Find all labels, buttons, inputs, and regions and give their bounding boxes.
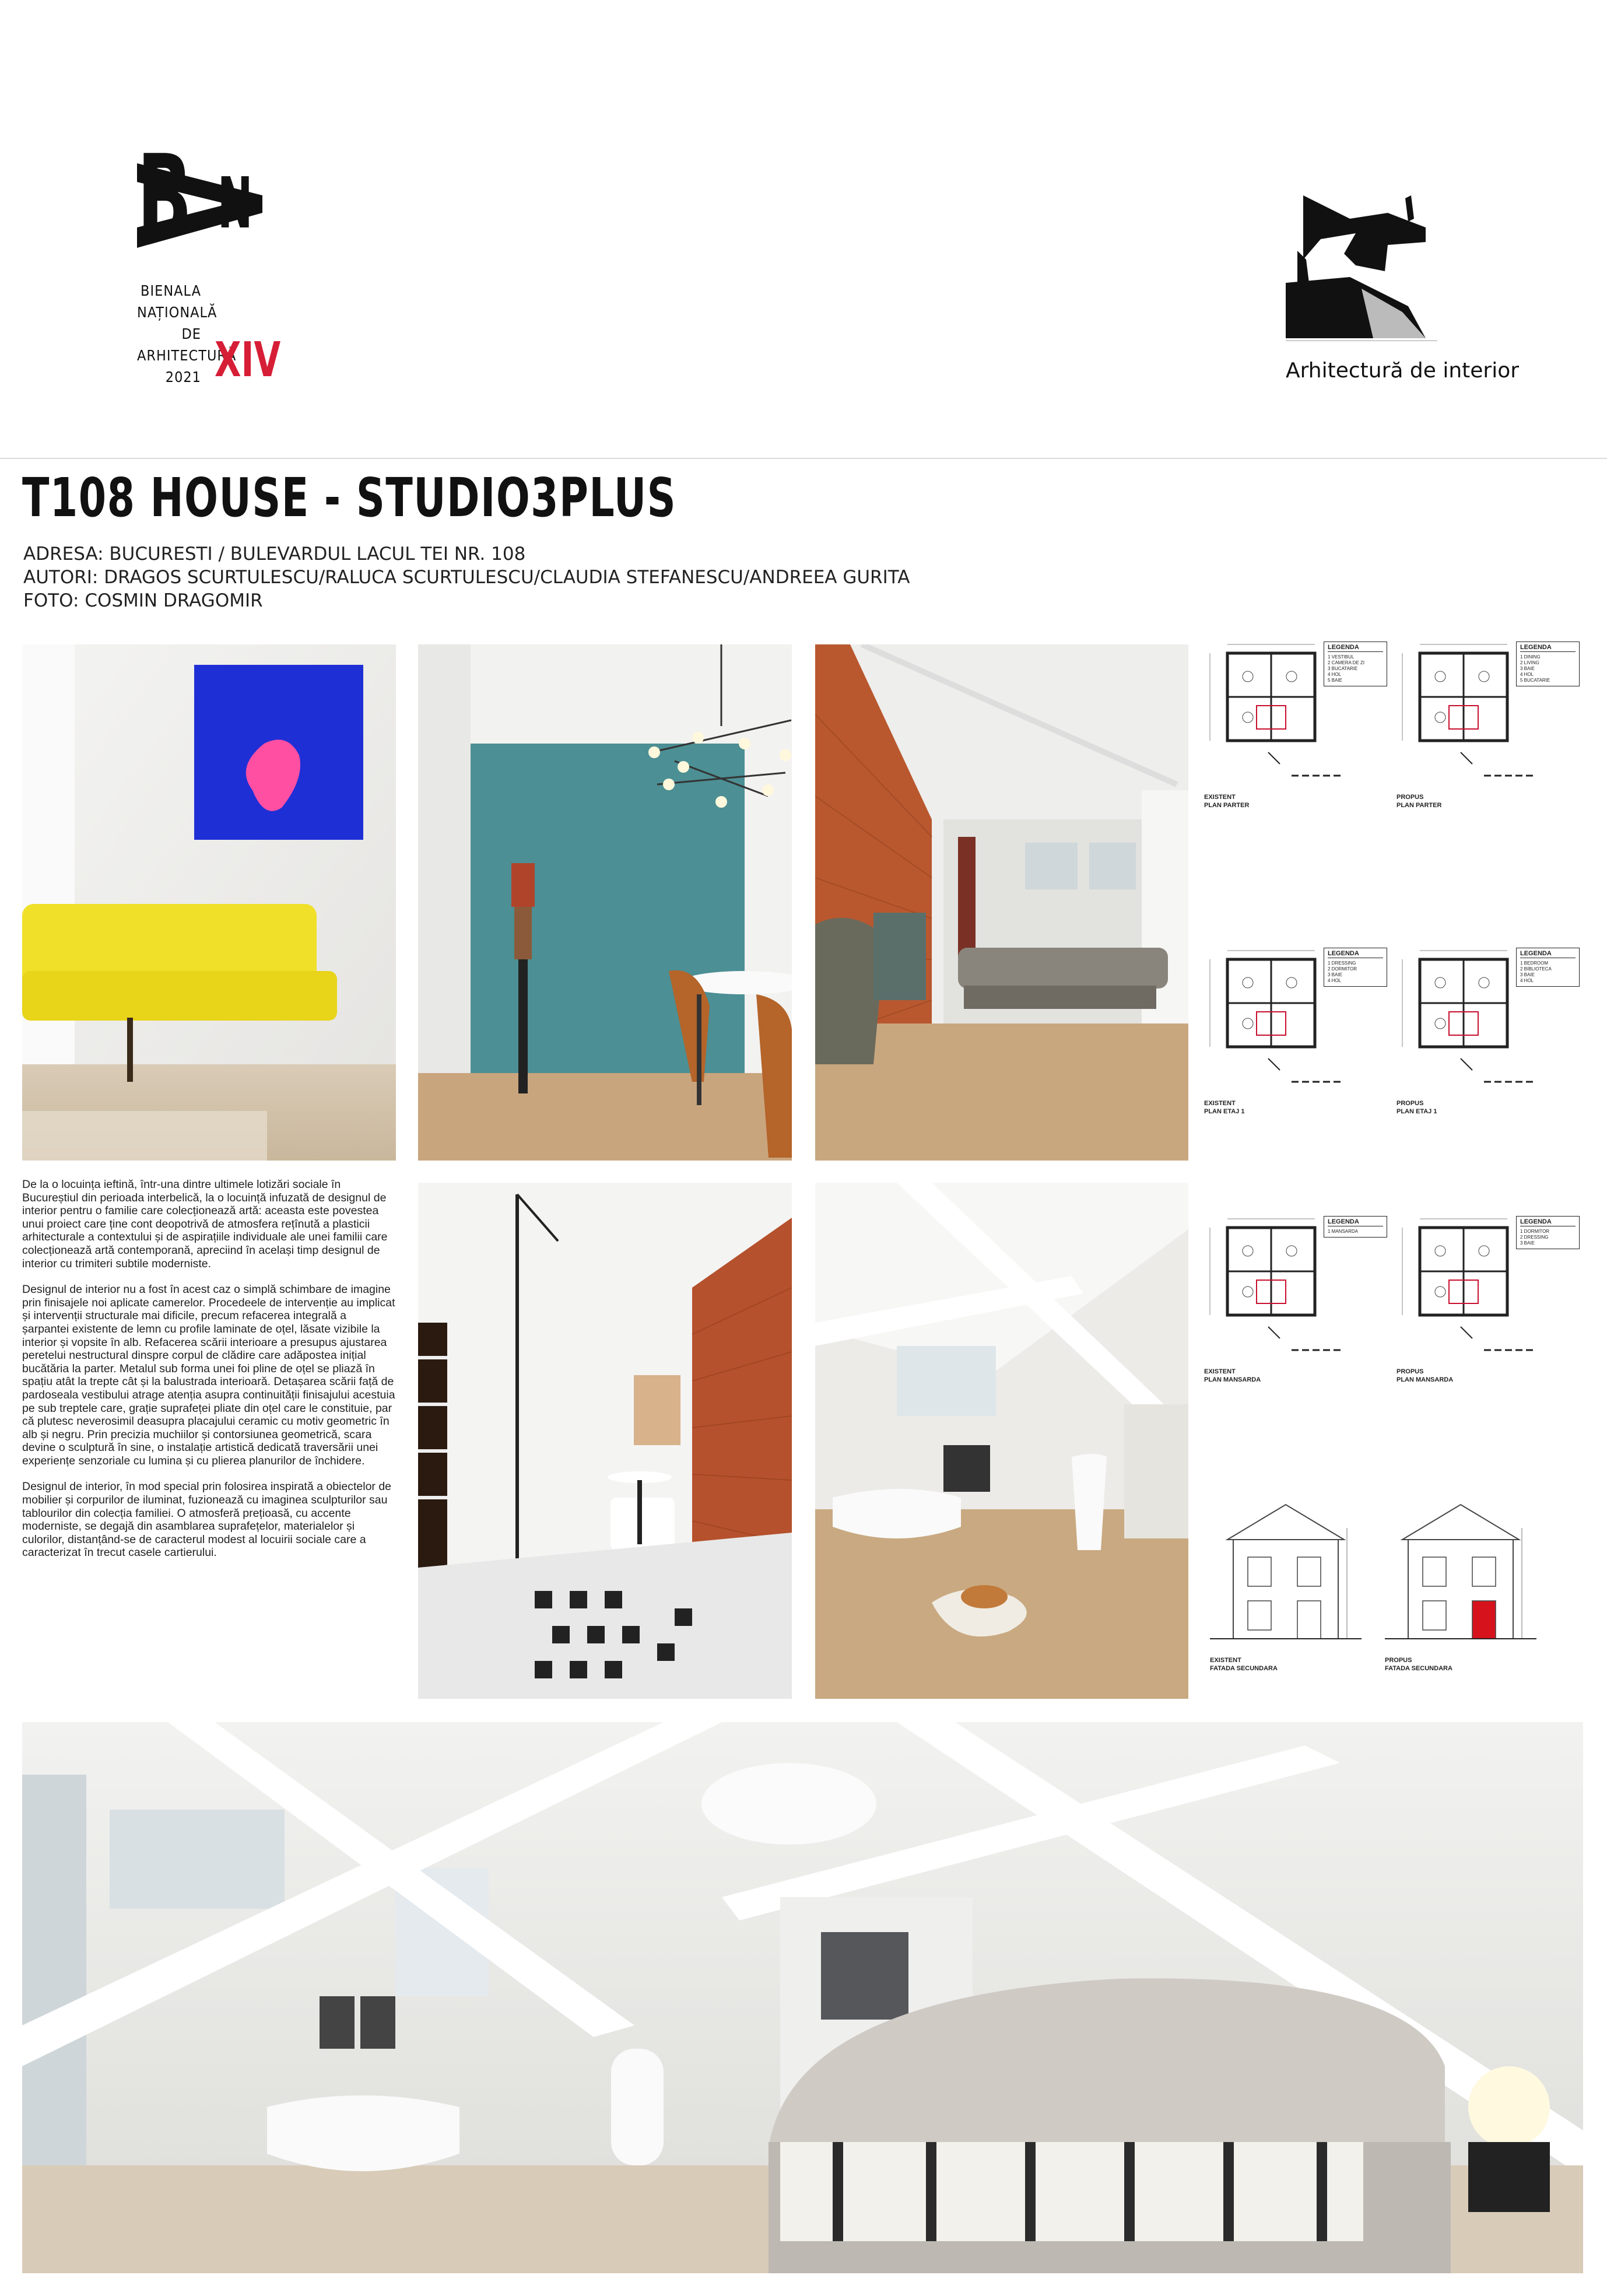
- plan-legend-item: 1 DINING: [1520, 654, 1541, 660]
- interior-architecture-emblem: [1286, 195, 1437, 341]
- page-title: T108 HOUSE - STUDIO3PLUS: [22, 467, 677, 529]
- plan-caption: [1204, 793, 1379, 809]
- bna-logo: [137, 130, 347, 408]
- bna-word: NAȚIONALĂ: [137, 304, 217, 321]
- photo-gallery-brick-wall: [815, 644, 1188, 1161]
- plan-caption-title: PLAN ETAJ 1: [1204, 1108, 1245, 1115]
- plan-caption-status: PROPUS: [1397, 1368, 1424, 1375]
- plan-legend: [1324, 642, 1387, 686]
- plan-legend-item: 4 HOL: [1328, 978, 1342, 983]
- plan-caption-status: EXISTENT: [1204, 1368, 1236, 1375]
- floor-plan: [1397, 642, 1571, 809]
- project-photo-credit: FOTO: COSMIN DRAGOMIR: [23, 590, 263, 611]
- plan-legend-item: 4 HOL: [1520, 672, 1534, 677]
- plan-legend-item: 1 MANSARDA: [1328, 1229, 1359, 1234]
- plan-legend-item: 2 DRESSING: [1520, 1235, 1549, 1240]
- photo-living-yellow-sofa: [22, 644, 396, 1161]
- bna-logo-words: [137, 280, 237, 388]
- floor-plan: [1204, 948, 1379, 1116]
- plan-legend-item: 4 HOL: [1520, 978, 1534, 983]
- plan-caption: [1204, 1099, 1379, 1116]
- plan-legend-item: 1 VESTIBUL: [1328, 654, 1355, 660]
- plan-caption: [1397, 1368, 1571, 1384]
- plan-legend-item: 3 BAIE: [1328, 972, 1342, 977]
- plan-legend-item: 2 DORMITOR: [1328, 966, 1357, 972]
- floor-plan: [1204, 1216, 1379, 1384]
- project-meta: [23, 542, 910, 612]
- plan-legend-item: 5 BAIE: [1328, 678, 1342, 683]
- description-paragraph: Designul de interior, în mod special prin folosirea inspirată a obiectelor de mobilier și corpurilor de iluminat, fuzionează cu imaginea sculpturilor sau tablourilor din colecția familiei. O atmosferă prețioasă, cu accente moderniste, se degajă din asamblarea suprafețelor, materialelor și culorilor, distanțând-se de caracterul modest al locuirii sociale care a caracterizat în trecut casele cartierului.: [22, 1480, 392, 1559]
- plan-legend-title: LEGENDA: [1520, 951, 1576, 958]
- plan-caption-status: EXISTENT: [1204, 1100, 1236, 1107]
- project-address: ADRESA: BUCURESTI / BULEVARDUL LACUL TEI NR. 108: [23, 544, 526, 565]
- plan-caption-title: PLAN ETAJ 1: [1397, 1108, 1437, 1115]
- plan-caption-status: EXISTENT: [1204, 794, 1236, 801]
- plan-caption-title: FATADA SECUNDARA: [1210, 1665, 1278, 1672]
- plan-caption: [1204, 1368, 1379, 1384]
- project-description: [22, 1178, 396, 1572]
- project-authors: AUTORI: DRAGOS SCURTULESCU/RALUCA SCURTULESCU/CLAUDIA STEFANESCU/ANDREEA GURITA: [23, 567, 910, 588]
- plan-legend: [1516, 642, 1580, 686]
- plan-caption-title: PLAN PARTER: [1397, 802, 1442, 809]
- plan-legend-title: LEGENDA: [1328, 951, 1383, 958]
- bna-word: DE: [181, 325, 201, 342]
- elevation-drawing-graphic: [1210, 1493, 1362, 1656]
- plan-legend: [1324, 1216, 1387, 1238]
- photo-bathroom-brick: [418, 1183, 792, 1699]
- plan-legend-item: 1 DRESSING: [1328, 961, 1356, 966]
- interior-architecture-caption: Arhitectură de interior: [1286, 359, 1520, 383]
- photo-dining-teal-wall: [418, 644, 792, 1161]
- plan-legend-title: LEGENDA: [1328, 644, 1383, 652]
- header-divider: [0, 458, 1607, 459]
- plan-caption-title: PLAN PARTER: [1204, 802, 1250, 809]
- floor-plan: [1397, 948, 1571, 1116]
- bna-edition: XIV: [215, 332, 281, 388]
- plan-legend-item: 5 BUCATARIE: [1520, 678, 1550, 683]
- plan-caption: [1210, 1656, 1362, 1673]
- plan-caption: [1385, 1656, 1536, 1673]
- plan-caption-status: PROPUS: [1397, 794, 1424, 801]
- plan-legend: [1516, 1216, 1580, 1249]
- plan-legend-item: 3 BAIE: [1520, 1240, 1535, 1246]
- interior-architecture-logo: [1286, 195, 1525, 388]
- plan-legend-item: 3 BAIE: [1520, 972, 1535, 977]
- plan-caption: [1397, 793, 1571, 809]
- plan-legend-title: LEGENDA: [1328, 1219, 1383, 1226]
- plan-legend-item: 1 DORMITOR: [1520, 1229, 1550, 1234]
- plan-caption-status: EXISTENT: [1210, 1657, 1241, 1664]
- description-paragraph: Designul de interior nu a fost în acest caz o simplă schimbare de imagine prin finisajele noi aplicate camerelor. Procedeele de intervenție au implicat și intervenții structurale mai dificile, precum refacerea integrală a șarpantei existente de lemn cu profile laminate de oțel, lăsate vizibile la interior și vopsite în alb. Refacerea scării interioare a presupus ajustarea peretelui nestructural dinspre corpul de clădire care adăpostea inițial bucătăria la parter. Metalul sub forma unei foi pline de oțel se pliază în spațiu atât la trepte cât și la balustrada interioară. Detașarea scării față de pardoseala vestibului atrage atenția asupra continuității finisajului acestuia pe sub treptele care, grație suprafeței pliate din oțel care le constituie, par că plutesc neverosimil deasupra placajului ceramic cu motiv geometric în alb și negru. Prin precizia muchiilor și contorsiunea geometrică, scara devine o sculptură în sine, o instalație artistică dedicată traversării unei experiențe senzoriale cu lumina și cu plierea planurilor de închidere.: [22, 1283, 395, 1467]
- plan-caption-status: PROPUS: [1397, 1100, 1424, 1107]
- plan-legend-item: 2 BIBLIOTECA: [1520, 966, 1552, 972]
- plan-legend-title: LEGENDA: [1520, 644, 1576, 652]
- elevation-drawing: [1385, 1493, 1536, 1673]
- bna-logo-letter-b: B: [137, 130, 192, 266]
- bna-word: BIENALA: [141, 282, 201, 299]
- plan-legend-item: 2 CAMERA DE ZI: [1328, 660, 1365, 665]
- plan-legend-title: LEGENDA: [1520, 1219, 1576, 1226]
- plan-caption-title: FATADA SECUNDARA: [1385, 1665, 1452, 1672]
- floor-plan-graphic: [1204, 1216, 1379, 1368]
- plan-caption-title: PLAN MANSARDA: [1397, 1376, 1454, 1383]
- bna-logo-letter-n: N: [217, 163, 253, 244]
- photo-attic-bathtub: [815, 1183, 1188, 1699]
- plan-legend-item: 3 BUCATARIE: [1328, 666, 1358, 671]
- plan-legend-item: 2 LIVING: [1520, 660, 1539, 665]
- elevation-drawing-graphic: [1385, 1493, 1536, 1656]
- plan-legend-item: 3 BAIE: [1520, 666, 1535, 671]
- plan-legend: [1324, 948, 1387, 987]
- plan-caption: [1397, 1099, 1571, 1116]
- photo-attic-bedroom-panorama: [22, 1722, 1583, 2273]
- floor-plan: [1397, 1216, 1571, 1384]
- plan-legend: [1516, 948, 1580, 987]
- plan-caption-title: PLAN MANSARDA: [1204, 1376, 1261, 1383]
- bna-word: ARHITECTURĂ: [137, 347, 237, 364]
- plan-legend-item: 1 BEDROOM: [1520, 961, 1549, 966]
- plan-caption-status: PROPUS: [1385, 1657, 1412, 1664]
- plan-legend-item: 4 HOL: [1328, 672, 1342, 677]
- floor-plan: [1204, 642, 1379, 809]
- description-paragraph: De la o locuința ieftină, într-una dintre ultimele lotizări sociale în Bucureștiul din perioada interbelică, la o locuință infuzată de designul de interior pentru o familie care colecționează artă: aceasta este povestea unui proiect care ține cont deopotrivă de atmosfera rețînută a plasticii arhitecturale a contextului și de aspirațiile individuale ale unei familii care colecționează artă contemporană, apreciind în același timp designul de interior cu trimiteri subtile moderniste.: [22, 1178, 388, 1270]
- bna-word: 2021: [165, 369, 201, 385]
- elevation-drawing: [1210, 1493, 1362, 1673]
